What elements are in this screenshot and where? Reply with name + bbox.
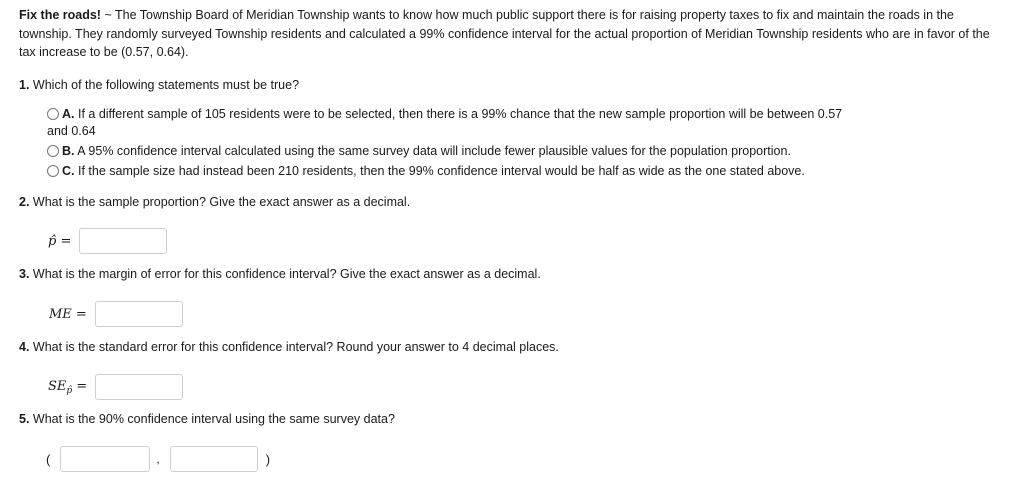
question-5 xyxy=(19,410,395,428)
ci-lower-input[interactable] xyxy=(60,446,150,472)
option-b-radio[interactable] xyxy=(47,145,59,157)
title-separator: ~ xyxy=(100,8,115,22)
ci-open-paren: ( xyxy=(46,451,51,467)
question-1-text: Which of the following statements must be true? xyxy=(32,78,300,92)
se-input[interactable] xyxy=(95,374,183,400)
ci-comma: , xyxy=(156,452,160,466)
me-answer-row xyxy=(49,301,183,327)
question-2-text: What is the sample proportion? Give the exact answer as a decimal. xyxy=(32,195,411,209)
problem-title: Fix the roads! xyxy=(19,8,101,22)
p-hat-input[interactable] xyxy=(79,228,167,254)
me-input[interactable] xyxy=(95,301,183,327)
se-label-eq: = xyxy=(72,378,88,394)
question-5-number: 5. xyxy=(19,412,30,426)
option-c[interactable] xyxy=(47,163,947,180)
question-1-options xyxy=(47,106,947,183)
option-a-letter: A. xyxy=(62,107,75,121)
ci-close-paren: ) xyxy=(265,451,271,467)
option-a-line2: and 0.64 xyxy=(47,124,96,138)
option-a-radio[interactable] xyxy=(47,108,59,120)
option-b-line1: A 95% confidence interval calculated using the same survey data will include fewer plausible values for the population proportion. xyxy=(77,144,791,158)
problem-text: The Township Board of Meridian Township wants to know how much public support there is for raising property taxes to fix and maintain the roads in the township. They randomly surveyed Township residents and calculated a 99% confidence interval for the actual proportion of Meridian Township residents who are in favor of the tax increase to be (0.57, 0.64). xyxy=(19,8,990,59)
question-4-number: 4. xyxy=(19,340,30,354)
question-3 xyxy=(19,265,541,283)
se-label xyxy=(48,379,87,396)
question-3-text: What is the margin of error for this confidence interval? Give the exact answer as a decimal. xyxy=(32,267,541,281)
p-hat-label: p̂ = xyxy=(48,233,72,249)
question-2 xyxy=(19,193,410,211)
se-label-sub: p̂ xyxy=(66,385,73,396)
question-4-text: What is the standard error for this confidence interval? Round your answer to 4 decimal places. xyxy=(32,340,559,354)
question-4 xyxy=(19,338,559,356)
option-a[interactable] xyxy=(47,106,947,140)
ci-answer-row xyxy=(46,446,270,472)
option-b-letter: B. xyxy=(62,144,75,158)
option-c-line1: If the sample size had instead been 210 residents, then the 99% confidence interval would be half as wide as the one stated above. xyxy=(77,164,805,178)
option-a-line1: If a different sample of 105 residents were to be selected, then there is a 99% chance that the new sample proportion will be between 0.57 xyxy=(77,107,843,121)
option-b[interactable] xyxy=(47,143,947,160)
problem-intro xyxy=(19,6,1009,62)
question-1 xyxy=(19,76,299,94)
me-label: ME = xyxy=(49,306,87,322)
question-2-number: 2. xyxy=(19,195,30,209)
option-c-letter: C. xyxy=(62,164,75,178)
ci-upper-input[interactable] xyxy=(170,446,258,472)
se-answer-row xyxy=(48,374,183,400)
se-label-main: SE xyxy=(48,378,67,394)
question-3-number: 3. xyxy=(19,267,30,281)
p-hat-answer-row xyxy=(48,228,167,254)
option-b-text xyxy=(62,143,947,160)
option-c-text xyxy=(62,163,947,180)
question-5-text: What is the 90% confidence interval using the same survey data? xyxy=(32,412,395,426)
question-1-number: 1. xyxy=(19,78,30,92)
option-a-text xyxy=(47,106,947,140)
option-c-radio[interactable] xyxy=(47,165,59,177)
problem-page xyxy=(19,6,1009,467)
